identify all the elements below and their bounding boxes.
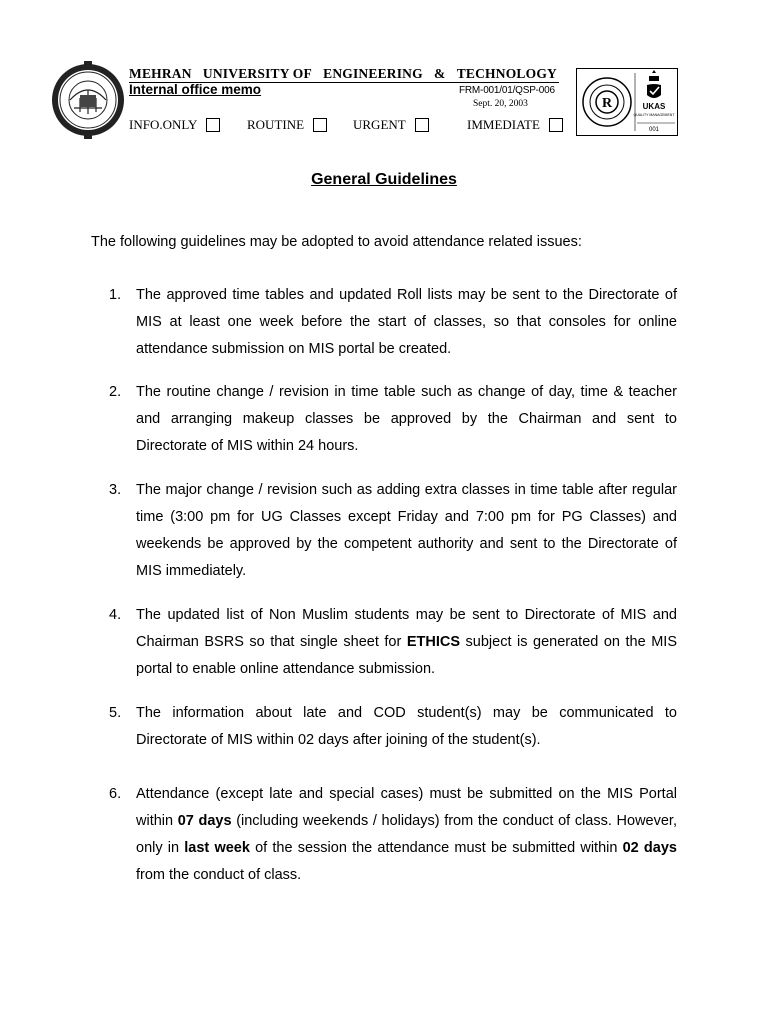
item-text — [136, 781, 677, 889]
item-number: 1. — [109, 287, 122, 303]
university-word: TECHNOLOGY — [456, 66, 557, 81]
ukas-subtext: QUALITY MANAGEMENT — [633, 113, 675, 117]
university-seal-icon — [50, 60, 126, 140]
text-run: The routine change / revision in time table such as change of day, time & teacher and arranging makeup classes be approved by the Chairman and sent to Directorate of MIS within 24 hours. — [136, 384, 677, 454]
item-text — [136, 379, 677, 460]
item-number: 4. — [109, 607, 122, 623]
priority-info-only — [129, 117, 220, 133]
priority-checkbox[interactable] — [549, 118, 563, 132]
text-run: subject is generated on the MIS portal to enable online attendance submission. — [136, 634, 677, 677]
item-number: 6. — [109, 786, 122, 802]
emphasis-text: 02 days — [622, 840, 677, 856]
university-word: UNIVERSITY OF — [202, 66, 312, 81]
university-word: ENGINEERING — [323, 66, 423, 81]
priority-checkbox[interactable] — [415, 118, 429, 132]
university-word: MEHRAN — [129, 66, 192, 81]
text-run: of the session the attendance must be submitted within — [249, 840, 623, 856]
form-code: FRM-001/01/QSP-006 — [459, 85, 555, 96]
text-run: from the conduct of class. — [136, 867, 302, 883]
emphasis-text: last week — [184, 840, 250, 856]
priority-checkbox[interactable] — [206, 118, 220, 132]
text-run: The information about late and COD student(s) may be communicated to Directorate of MIS within 02 days after joining of the student(s). — [136, 705, 677, 748]
university-word: & — [434, 66, 446, 81]
emphasis-text: ETHICS — [406, 634, 461, 650]
priority-label: IMMEDIATE — [467, 117, 540, 132]
memo-header — [50, 60, 678, 140]
item-text — [136, 602, 677, 683]
priority-label: ROUTINE — [247, 117, 305, 132]
item-number: 5. — [109, 705, 122, 721]
text-run: (including weekends / holidays) from the conduct of class. However, only in — [136, 813, 677, 856]
item-text — [136, 282, 677, 363]
item-number: 2. — [109, 384, 122, 400]
text-run: Attendance (except late and special cases) must be submitted on the MIS Portal within — [136, 786, 677, 829]
university-name — [129, 66, 557, 82]
item-text — [136, 700, 677, 754]
item-number: 3. — [109, 482, 122, 498]
text-run: The major change / revision such as adding extra classes in time table after regular time (3:00 pm for UG Classes except Friday and 7:00 pm for PG Classes) and weekends be approved by the competent authority and sent to the Directorate of MIS immediately. — [136, 482, 677, 579]
priority-label: INFO.ONLY — [129, 117, 198, 132]
document-title: General Guidelines — [311, 171, 457, 188]
priority-label: URGENT — [353, 117, 406, 132]
svg-text:R: R — [601, 96, 613, 111]
form-date: Sept. 20, 2003 — [473, 99, 528, 109]
cert-number: 001 — [648, 127, 660, 133]
priority-routine — [247, 117, 327, 133]
priority-immediate — [467, 117, 563, 133]
priority-checkbox[interactable] — [313, 118, 327, 132]
text-run: The approved time tables and updated Roll lists may be sent to the Directorate of MIS at least one week before the start of classes, so that consoles for online attendance submission on MIS portal be created. — [136, 287, 677, 357]
text-run: The updated list of Non Muslim students may be sent to Directorate of MIS and Chairman BSRS so that single sheet for — [136, 607, 677, 650]
priority-urgent — [353, 117, 429, 133]
ukas-text: UKAS — [642, 102, 666, 111]
item-text — [136, 477, 677, 585]
certification-logo-icon — [576, 68, 678, 136]
emphasis-text: 07 days — [177, 813, 232, 829]
intro-paragraph: The following guidelines may be adopted to avoid attendance related issues: — [91, 234, 582, 250]
memo-label: Internal office memo — [129, 82, 262, 97]
